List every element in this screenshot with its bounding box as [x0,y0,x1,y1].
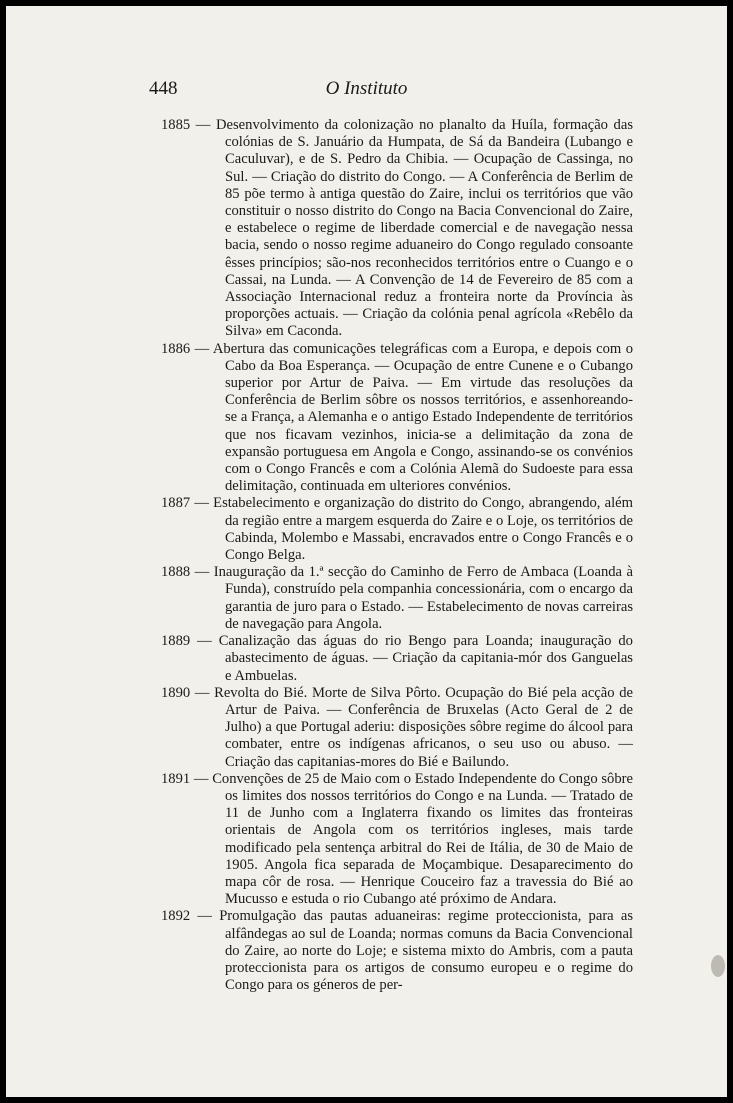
entry-year: 1888 [161,564,191,581]
entry-text: Desenvolvimento da colonização no planalto da Huíla, formação das colónias de S. Januário da Humpata, de Sá da Bandeira (Lubango e Caculuvar), e de S. Pedro da Chibia. — Ocupação de Cassinga, no Sul. — Criação do distrito do Congo. — A Conferência de Berlim de 85 põe termo à antiga questão do Zaire, inclui os territórios que vão constituir o nosso distrito do Congo na Bacia Convencional do Zaire, e estabelece o regime de liberdade comercial e de navegação nessa bacia, sendo o nosso regime aduaneiro do Congo regulado consoante êsses princípios; são-nos reconhecidos territórios entre o Cuango e o Cassai, na Lunda. — A Convenção de 14 de Fevereiro de 85 com a Associação Internacional reduz a fronteira norte da Província às proporções actuais. — Criação da colónia penal agrícola «Rebêlo da Silva» em Caconda. [215,117,634,340]
entry-year: 1887 [161,495,191,512]
chronology-entry-1890 [161,685,633,771]
entry-year: 1891 [161,770,191,787]
page-header [6,78,727,102]
entry-text: Inauguração da 1.ª secção do Caminho de Ferro de Ambaca (Loanda à Funda), construído pela companhia concessionária, com o encargo da garantia de juro para o Estado. — Estabelecimento de novas carreiras de navegação para Angola. [213,564,633,632]
entry-separator: — [194,495,209,512]
entry-separator: — [194,340,210,357]
entry-separator: — [194,564,210,581]
entry-text: Promulgação das pautas aduaneiras: regime proteccionista, para as alfândegas ao sul de Loanda; normas comuns da Bacia Convencional do Zaire, ao norte do Loje; e sistema mixto do Ambris, com a pauta proteccionista para os artigos de consumo europeu e o regime do Congo para os géneros de per- [219,908,634,994]
entry-year: 1885 [161,117,191,133]
chronology-entry-1888 [161,564,633,633]
entry-separator: — [197,908,212,925]
entry-year: 1892 [161,908,191,925]
chronology-entry-1889 [161,633,633,685]
running-title: O Instituto [325,78,408,99]
entry-year: 1890 [161,684,191,701]
entry-separator: — [195,117,211,133]
entry-text: Abertura das comunicações telegráficas com a Europa, e depois com o Cabo da Boa Esperança. — Ocupação de entre Cunene e o Cubango superior por Artur de Paiva. — Em virtude das resoluções da Conferência de Berlim sôbre os nossos territórios, e assenhoreando-se a França, a Alemanha e o antigo Estado Independente de territórios que nos ficavam vezinhos, inicia-se a delimitação da zona de expansão portuguesa em Angola e Congo, assinando-se os convénios com o Congo Francês e com a Colónia Alemã do Sudoeste para essa delimitação, continuada em ulteriores convénios. [212,340,634,495]
entry-text: Estabelecimento e organização do distrito do Congo, abrangendo, além da região entre a margem esquerda do Zaire e o Loje, os territórios de Cabinda, Molembo e Massabi, encravados entre o Congo Francês e o Congo Belga. [213,495,633,564]
entry-year: 1889 [161,633,191,650]
chronology-list [161,117,633,994]
book-page [6,6,727,1097]
entry-separator: — [197,633,212,650]
entry-text: Revolta do Bié. Morte de Silva Pôrto. Ocupação do Bié pela acção de Artur de Paiva. — Conferência de Bruxelas (Acto Geral de 2 de Julho) a que Portugal aderiu: disposições sôbre regime do álcool para combater, entre os indígenas africanos, o seu uso ou abuso. — Criação das capitanias-mores do Bié e Bailundo. [214,684,633,770]
chronology-entry-1892 [161,908,633,994]
chronology-entry-1887 [161,495,633,564]
entry-text: Canalização das águas do rio Bengo para Loanda; inauguração do abastecimento de águas. — Criação da capitania-mór dos Ganguelas e Ambuelas. [218,633,633,684]
chronology-entry-1885 [161,117,633,341]
page-number: 448 [149,78,178,99]
entry-separator: — [193,770,209,787]
chronology-entry-1891 [161,771,633,909]
entry-separator: — [194,684,210,701]
entry-year: 1886 [161,340,191,357]
paper-smudge [711,955,725,977]
entry-text: Convenções de 25 de Maio com o Estado Independente do Congo sôbre os limites dos nossos territórios do Congo e na Lunda. — Tratado de 11 de Junho com a Inglaterra fixando os limites das fronteiras orientais de Angola com os territórios ingleses, mais tarde modificado pela sentença arbitral do Rei de Itália, de 30 de Maio de 1905. Angola fica separada de Moçambique. Desaparecimento do mapa côr de rosa. — Henrique Couceiro faz a travessia do Bié ao Mucusso e estuda o rio Cubango até próximo de Andara. [212,770,633,908]
chronology-entry-1886 [161,341,633,496]
